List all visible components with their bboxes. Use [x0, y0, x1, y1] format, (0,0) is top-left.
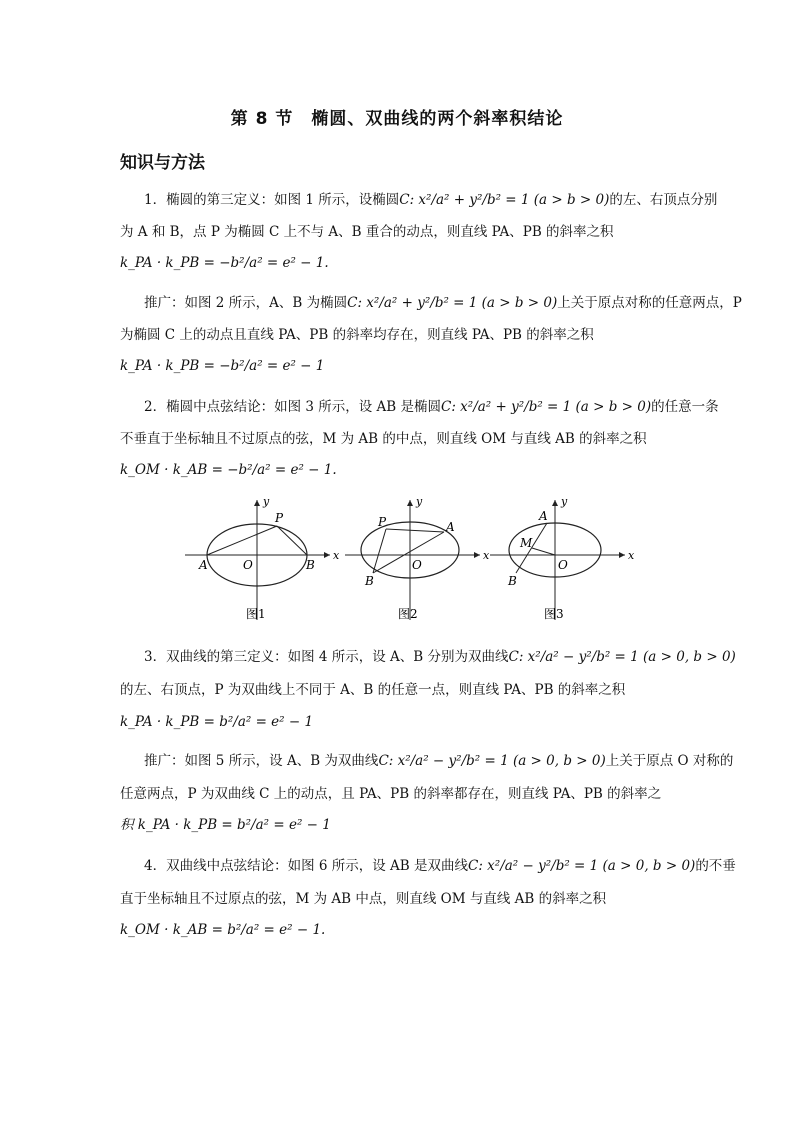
item3-formula: k_PA · k_PB = b²/a² = e² − 1: [120, 714, 314, 730]
label-P: P: [275, 511, 284, 525]
ellipse-equation: C: x²/a² + y²/b² = 1 (a > b > 0): [347, 295, 558, 311]
item1-suffix: 的左、右顶点分别: [609, 192, 718, 208]
segment-PA: [386, 529, 444, 532]
item3ext-line1: [144, 751, 734, 771]
x-axis-arrow-icon: [474, 552, 480, 558]
label-O: O: [558, 558, 568, 572]
x-axis-arrow-icon: [324, 552, 330, 558]
item4-line1: [144, 856, 736, 876]
hyperbola-equation: C: x²/a² − y²/b² = 1 (a > 0, b > 0): [378, 753, 606, 769]
segment-OM: [532, 548, 555, 555]
label-A: A: [539, 509, 548, 523]
label-O: O: [412, 558, 422, 572]
label-B: B: [508, 574, 517, 588]
y-label: y: [263, 495, 270, 508]
item4-formula: k_OM · k_AB = b²/a² = e² − 1.: [120, 922, 326, 938]
ellipse-figures: [180, 495, 640, 630]
item4-suffix: 的不垂: [695, 858, 736, 874]
page-title: 第 8 节 椭圆、双曲线的两个斜率积结论: [230, 109, 564, 129]
item1-formula: k_PA · k_PB = −b²/a² = e² − 1.: [120, 255, 329, 271]
label-A: A: [199, 558, 208, 572]
item3ext-formula: 积 k_PA · k_PB = b²/a² = e² − 1: [120, 817, 331, 833]
item1-text: 1．椭圆的第三定义：如图 1 所示，设椭圆: [144, 192, 400, 208]
hyperbola-equation: C: x²/a² − y²/b² = 1 (a > 0, b > 0): [508, 649, 736, 665]
figure-1: [185, 495, 340, 621]
item3ext-suffix: 上关于原点 O 对称的: [605, 753, 734, 769]
caption-fig2: 图2: [398, 607, 418, 621]
item2-formula: k_OM · k_AB = −b²/a² = e² − 1.: [120, 462, 337, 478]
x-label: x: [483, 549, 490, 562]
label-A: A: [446, 520, 455, 534]
item4-line2: 直于坐标轴且不过原点的弦，M 为 AB 中点，则直线 OM 与直线 AB 的斜率之积: [120, 891, 607, 907]
item4-text: 4．双曲线中点弦结论：如图 6 所示，设 AB 是双曲线: [144, 858, 469, 874]
label-B: B: [306, 558, 315, 572]
item1ext-line1: [144, 293, 742, 313]
item2-suffix: 的任意一条: [651, 399, 719, 415]
hyperbola-equation: C: x²/a² − y²/b² = 1 (a > 0, b > 0): [468, 858, 696, 874]
label-P: P: [378, 515, 387, 529]
item2-line1: [144, 397, 719, 417]
section-heading: 知识与方法: [120, 153, 205, 173]
item1ext-suffix: 上关于原点对称的任意两点，P: [557, 295, 742, 311]
item1ext-formula: k_PA · k_PB = −b²/a² = e² − 1: [120, 358, 325, 374]
segment-PB: [277, 526, 307, 555]
y-label: y: [416, 495, 423, 508]
figure-2: [345, 495, 490, 621]
x-label: x: [628, 549, 635, 562]
figure-3: [490, 495, 635, 621]
y-axis-arrow-icon: [552, 500, 558, 506]
item3-line1: [144, 647, 736, 667]
label-O: O: [243, 558, 253, 572]
item2-line2: 不垂直于坐标轴且不过原点的弦，M 为 AB 的中点，则直线 OM 与直线 AB 的斜率之积: [120, 431, 647, 447]
x-label: x: [333, 549, 340, 562]
segment-PA: [207, 526, 277, 555]
item3-text: 3．双曲线的第三定义：如图 4 所示，设 A、B 分别为双曲线: [144, 649, 509, 665]
label-M: M: [520, 536, 533, 550]
x-axis-arrow-icon: [619, 552, 625, 558]
caption-fig1: 图1: [246, 607, 266, 621]
item1-line2: 为 A 和 B，点 P 为椭圆 C 上不与 A、B 重合的动点，则直线 PA、PB 的斜率之积: [120, 224, 614, 240]
y-label: y: [561, 495, 568, 508]
y-axis-arrow-icon: [254, 500, 260, 506]
ellipse-equation: C: x²/a² + y²/b² = 1 (a > b > 0): [441, 399, 652, 415]
ellipse-equation: C: x²/a² + y²/b² = 1 (a > b > 0): [399, 192, 610, 208]
caption-fig3: 图3: [544, 607, 564, 621]
item1-line1: [144, 190, 718, 210]
item3ext-text: 推广：如图 5 所示，设 A、B 为双曲线: [144, 753, 379, 769]
item3ext-line2: 任意两点，P 为双曲线 C 上的动点，且 PA、PB 的斜率都存在，则直线 PA、PB 的斜率之: [120, 786, 662, 802]
y-axis-arrow-icon: [407, 500, 413, 506]
item2-text: 2．椭圆中点弦结论：如图 3 所示，设 AB 是椭圆: [144, 399, 442, 415]
label-B: B: [365, 574, 374, 588]
item3-line2: 的左、右顶点，P 为双曲线上不同于 A、B 的任意一点，则直线 PA、PB 的斜率之积: [120, 682, 626, 698]
item1ext-line2: 为椭圆 C 上的动点且直线 PA、PB 的斜率均存在，则直线 PA、PB 的斜率之积: [120, 327, 594, 343]
item1ext-text: 推广：如图 2 所示，A、B 为椭圆: [144, 295, 348, 311]
